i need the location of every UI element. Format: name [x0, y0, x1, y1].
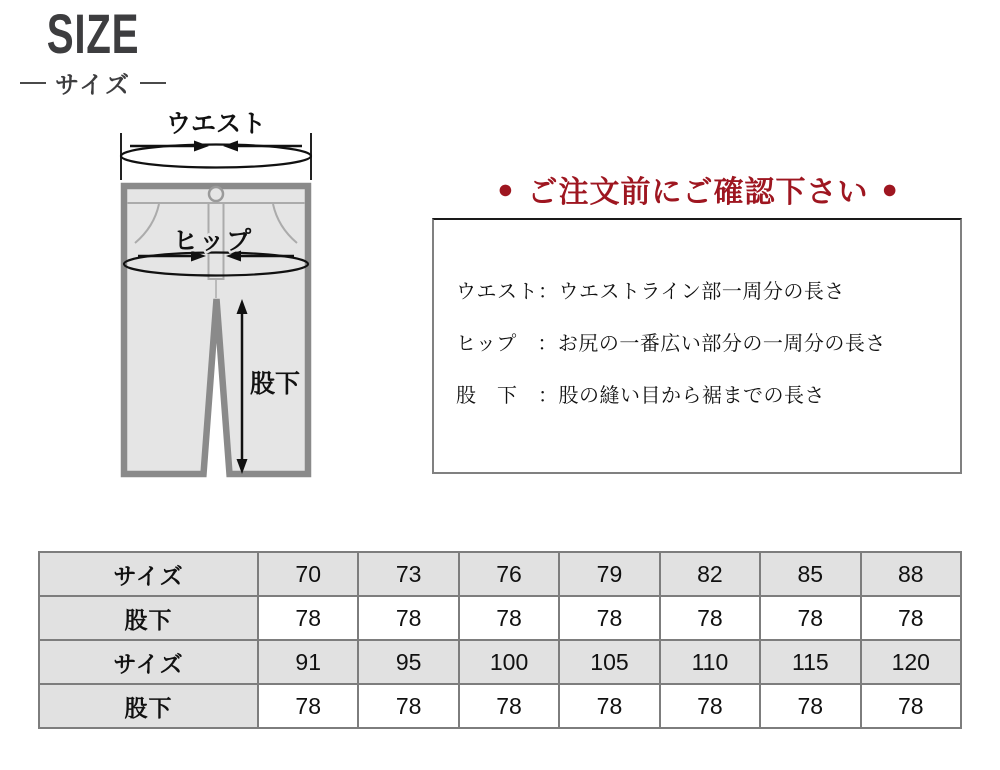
title-dash-right — [140, 82, 166, 84]
size-title-en: SIZE — [46, 2, 140, 65]
title-dash-left — [20, 82, 46, 84]
hip-label: ヒップ — [172, 227, 254, 255]
size-table — [38, 551, 962, 729]
table-cell: 78 — [861, 596, 961, 640]
table-cell: 78 — [660, 684, 760, 728]
table-cell: 85 — [760, 552, 860, 596]
notice-box — [432, 218, 962, 474]
notice-line-hip: ヒップ ：お尻の一番広い部分の一周分の長さ — [456, 333, 886, 355]
table-cell: 105 — [559, 640, 659, 684]
table-cell: 76 — [459, 552, 559, 596]
notice-heading — [433, 167, 963, 211]
table-cell: 78 — [660, 596, 760, 640]
notice-line-inseam: 股 下 ：股の縫い目から裾までの長さ — [456, 385, 825, 407]
table-cell: 78 — [760, 596, 860, 640]
table-cell: 78 — [459, 596, 559, 640]
inseam-label: 股下 — [250, 370, 301, 398]
table-cell: 95 — [358, 640, 458, 684]
table-row-label: 股下 — [39, 684, 258, 728]
table-cell: 115 — [760, 640, 860, 684]
waist-arrowhead-right — [223, 141, 238, 152]
table-cell: 78 — [358, 684, 458, 728]
table-row-label: サイズ — [39, 640, 258, 684]
table-cell: 78 — [258, 596, 358, 640]
table-cell: 78 — [559, 596, 659, 640]
notice-heading-text: ご注文前にご確認下さい — [527, 176, 869, 209]
table-cell: 82 — [660, 552, 760, 596]
bullet-icon-right: ● — [881, 173, 899, 204]
bullet-icon-left: ● — [497, 173, 515, 204]
notice-line-waist: ウエスト：ウエストライン部一周分の長さ — [456, 281, 845, 303]
table-row — [39, 596, 961, 640]
button-icon — [209, 187, 223, 201]
table-cell: 70 — [258, 552, 358, 596]
table-cell: 78 — [258, 684, 358, 728]
table-cell: 91 — [258, 640, 358, 684]
table-cell: 78 — [459, 684, 559, 728]
table-cell: 78 — [760, 684, 860, 728]
waist-ellipse — [121, 145, 311, 168]
table-cell: 78 — [358, 596, 458, 640]
table-cell: 78 — [559, 684, 659, 728]
table-cell: 100 — [459, 640, 559, 684]
table-cell: 73 — [358, 552, 458, 596]
table-cell: 88 — [861, 552, 961, 596]
waist-arrowhead-left — [194, 141, 209, 152]
table-row-label: サイズ — [39, 552, 258, 596]
table-cell: 110 — [660, 640, 760, 684]
table-cell: 120 — [861, 640, 961, 684]
size-title-ja: サイズ — [54, 72, 132, 99]
table-row — [39, 552, 961, 596]
pants-diagram — [90, 95, 350, 495]
table-cell: 79 — [559, 552, 659, 596]
table-cell: 78 — [861, 684, 961, 728]
waist-label: ウエスト — [165, 110, 267, 138]
table-row-label: 股下 — [39, 596, 258, 640]
size-title — [10, 2, 176, 100]
table-row — [39, 684, 961, 728]
table-row — [39, 640, 961, 684]
